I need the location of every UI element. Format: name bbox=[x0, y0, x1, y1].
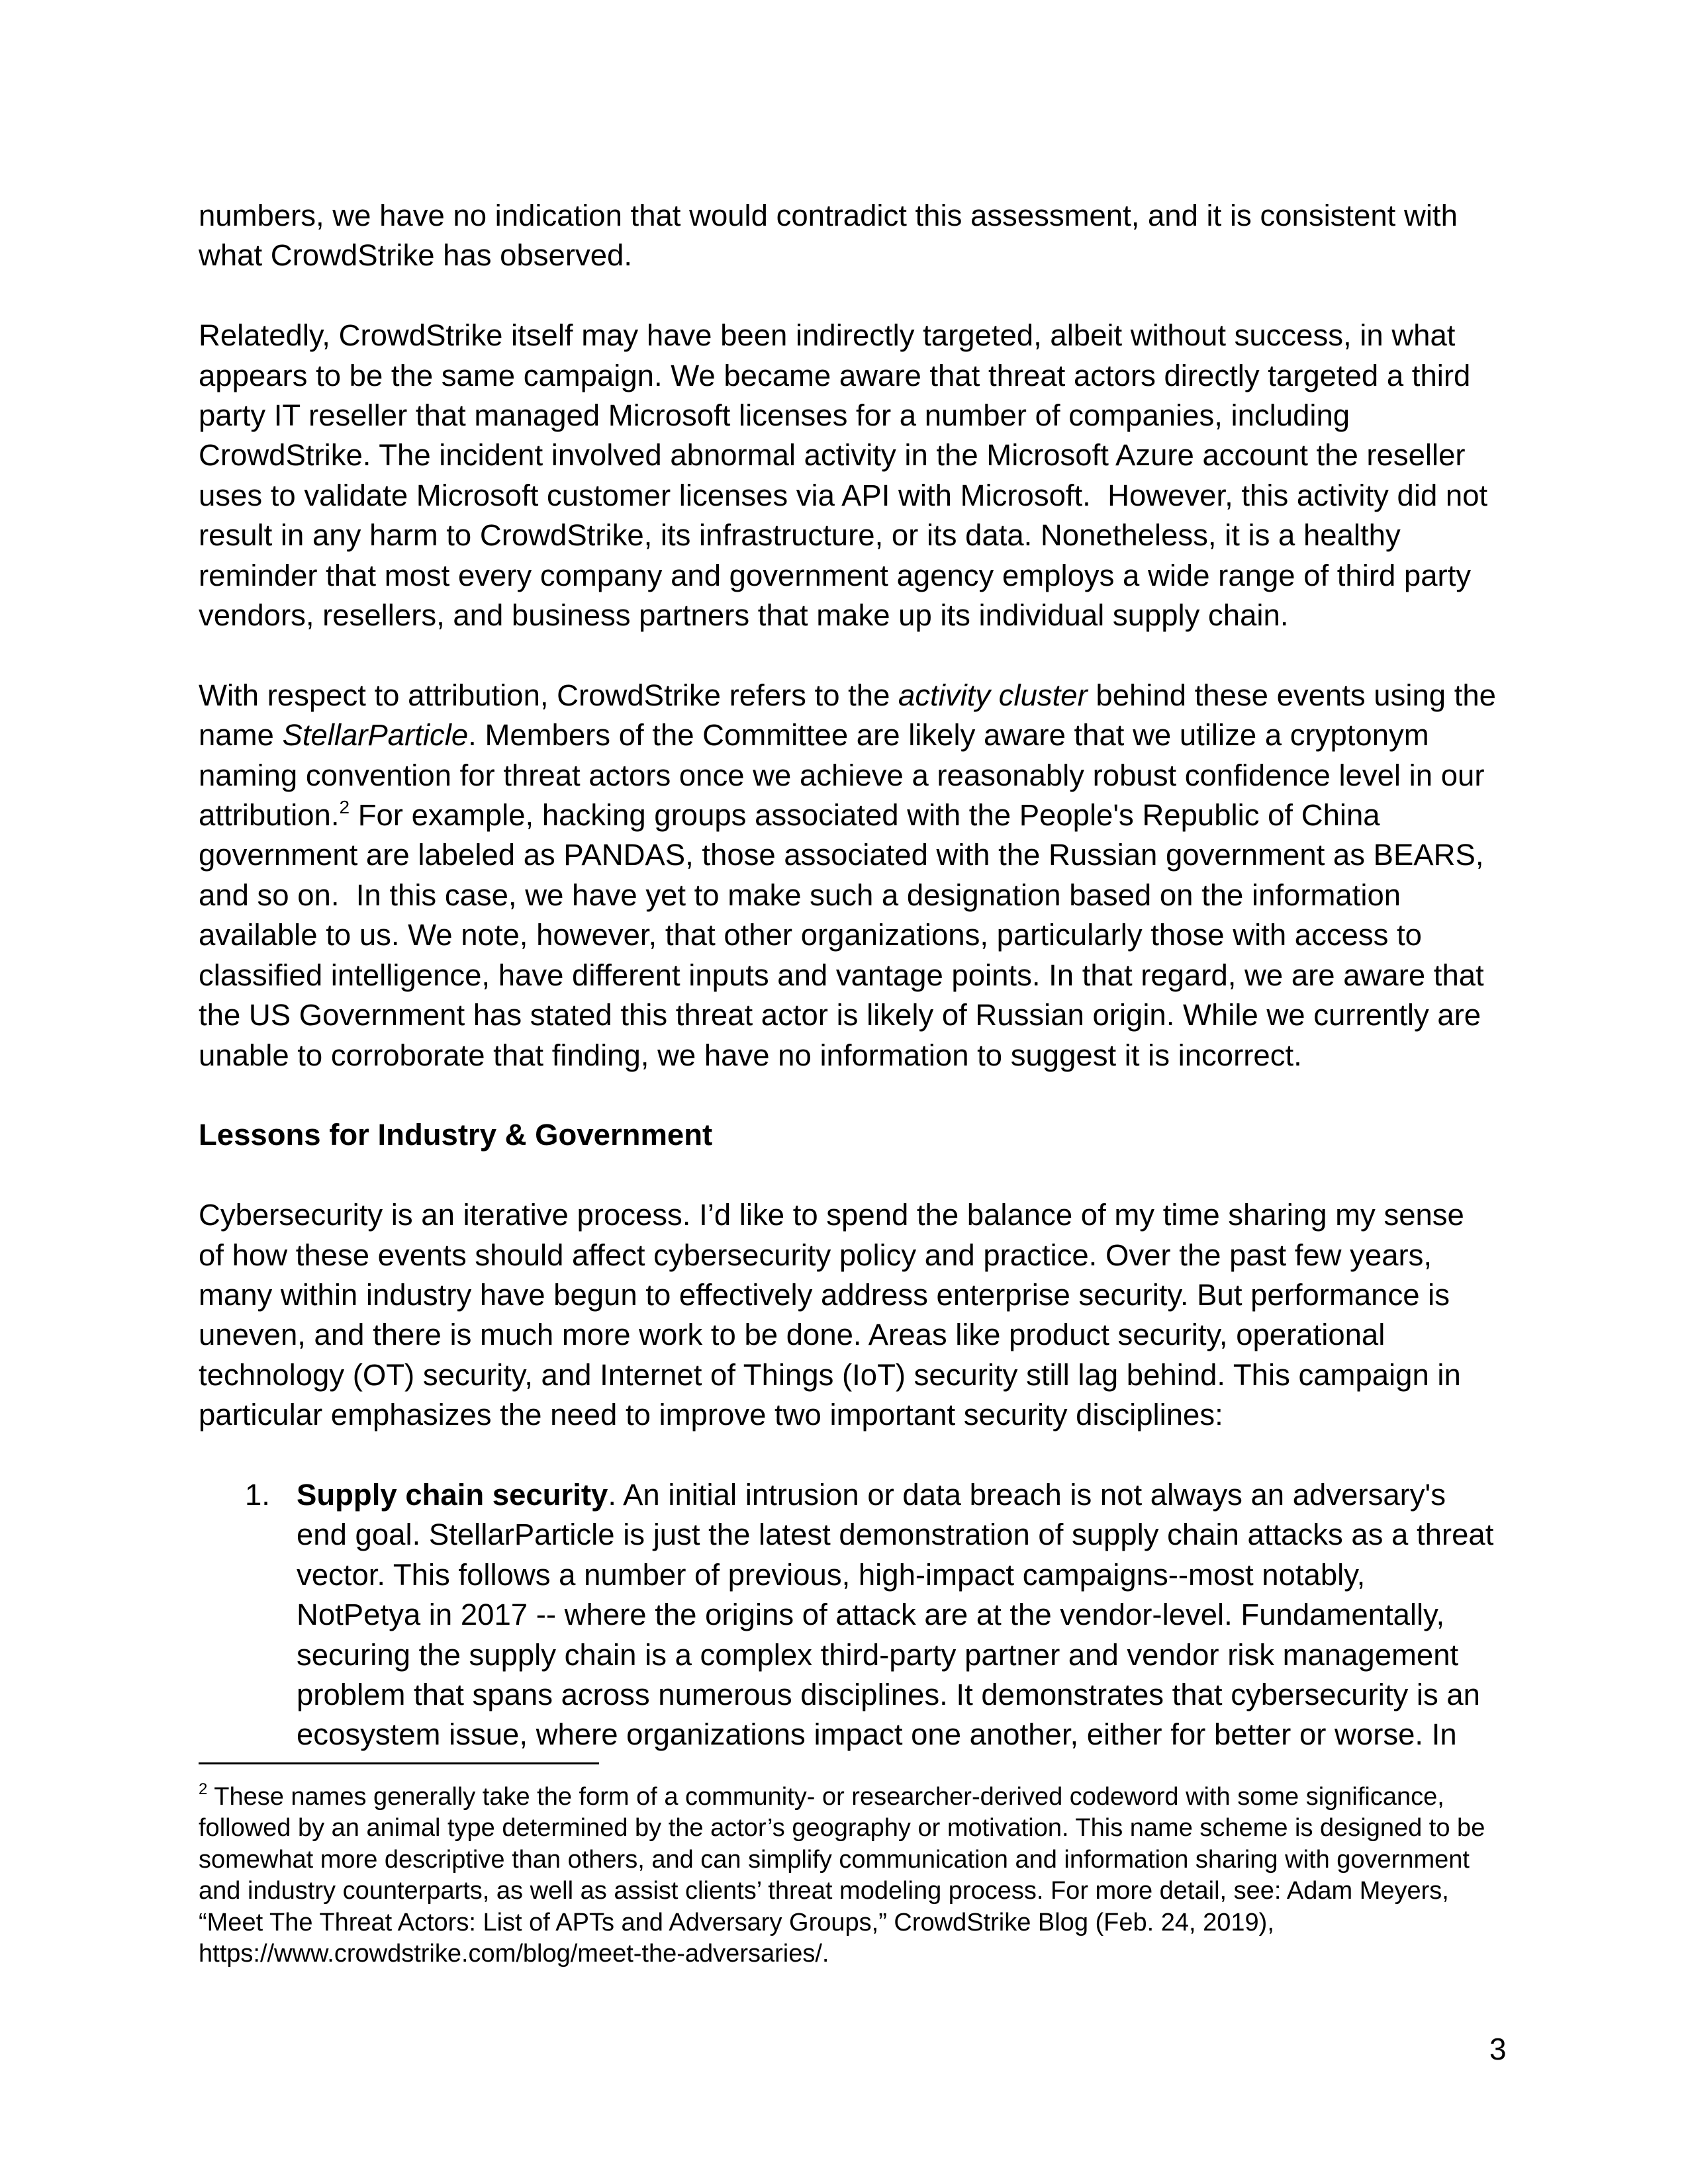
paragraph-assessment: numbers, we have no indication that would contradict this assessment, and it is consistent with what CrowdStrike has observed. bbox=[199, 199, 1466, 273]
list-item-text: . An initial intrusion or data breach is not always an adversary's end goal. StellarParticle is just the latest demonstration of supply chain attacks as a threat vector. This follows a number of previous, high-impact campaigns--most notably, NotPetya in 2017 -- where the origins of attack are at the vendor-level. Fundamentally, securing the supply chain is a complex third-party partner and vendor risk management problem that spans across numerous disciplines. It demonstrates that cybersecurity is an ecosystem issue, where organizations impact one another, either for better or worse. In bbox=[297, 1477, 1494, 1752]
footnote bbox=[199, 1782, 1496, 1970]
document-body bbox=[199, 196, 1505, 1755]
footnote-trailing: . bbox=[821, 1940, 829, 1968]
activity-cluster-term: activity cluster bbox=[898, 678, 1088, 712]
attribution-text-2: behind these events using the name bbox=[199, 678, 1505, 752]
paragraph-attribution bbox=[199, 676, 1505, 1075]
list-item-title: Supply chain security bbox=[297, 1477, 608, 1512]
disciplines-list bbox=[199, 1475, 1496, 1755]
footnote-separator bbox=[199, 1762, 599, 1764]
footnote-link[interactable]: https://www.crowdstrike.com/blog/meet-the-adversaries/ bbox=[199, 1940, 822, 1968]
paragraph-reseller-incident: Relatedly, CrowdStrike itself may have been indirectly targeted, albeit without success, in what appears to be the same campaign. We became aware that threat actors directly targeted a third party IT reseller that managed Microsoft licenses for a number of companies, including CrowdStrike. The incident involved abnormal activity in the Microsoft Azure account the reseller uses to validate Microsoft customer licenses via API with Microsoft. However, this activity did not result in any harm to CrowdStrike, its infrastructure, or its data. Nonetheless, it is a healthy reminder that most every company and government agency employs a wide range of third party vendors, resellers, and business partners that make up its individual supply chain. bbox=[199, 318, 1496, 633]
paragraph-cybersecurity-process: Cybersecurity is an iterative process. I’d like to spend the balance of my time sharing my sense of how these events should affect cybersecurity policy and practice. Over the past few years, many within industry have begun to effectively address enterprise security. But performance is uneven, and there is much more work to be done. Areas like product security, operational technology (OT) security, and Internet of Things (IoT) security still lag behind. This campaign in particular emphasizes the need to improve two important security disciplines: bbox=[199, 1198, 1473, 1432]
attribution-text-3: . Members of the Committee are likely aware that we utilize a cryptonym naming convention for threat actors once we achieve a reasonably robust confidence level in our attribution. bbox=[199, 718, 1493, 833]
attribution-text-1: With respect to attribution, CrowdStrike refers to the bbox=[199, 678, 899, 712]
footnote-marker: 2 bbox=[199, 1780, 208, 1798]
page-number: 3 bbox=[1489, 2032, 1507, 2066]
footnote-reference[interactable]: 2 bbox=[339, 797, 350, 818]
list-item bbox=[199, 1475, 1496, 1755]
attribution-text-4: For example, hacking groups associated with the People's Republic of China government are labeled as PANDAS, those associated with the Russian government as BEARS, and so on. In this case, we have yet to make such a designation based on the information available to us. We note, however, that other organizations, particularly those with access to classified intelligence, have different inputs and vantage points. In that regard, we are aware that the US Government has stated this threat actor is likely of Russian origin. While we currently are unable to corroborate that finding, we have no information to suggest it is incorrect. bbox=[199, 798, 1493, 1072]
footnote-text: These names generally take the form of a community- or researcher-derived codeword with some significance, followed by an animal type determined by the actor’s geography or motivation. This name scheme is designed to be somewhat more descriptive than others, and can simplify communication and information sharing with government and industry counterparts, as well as assist clients’ threat modeling process. For more detail, see: Adam Meyers, “Meet The Threat Actors: List of APTs and Adversary Groups,” CrowdStrike Blog (Feb. 24, 2019), bbox=[199, 1783, 1485, 1936]
list-item-number: 1. bbox=[245, 1477, 270, 1512]
stellarparticle-term: StellarParticle bbox=[282, 718, 469, 752]
section-heading: Lessons for Industry & Government bbox=[199, 1118, 713, 1152]
